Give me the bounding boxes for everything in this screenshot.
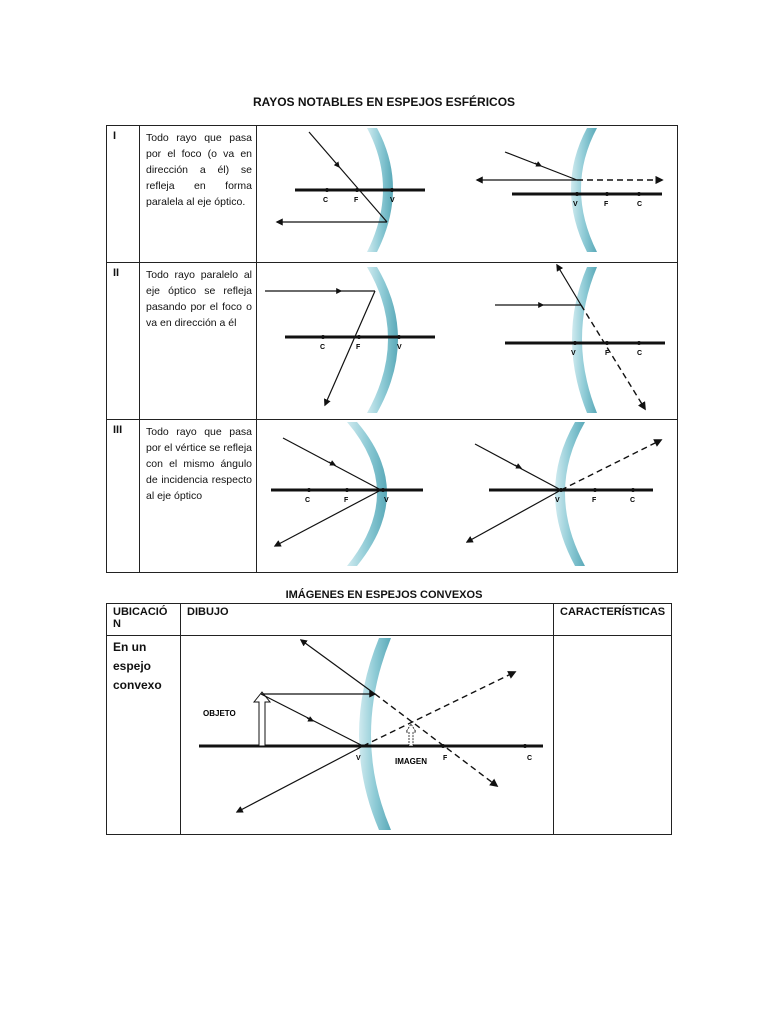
convex-image-diagram: [181, 636, 553, 834]
svg-text:V: V: [571, 350, 576, 357]
svg-text:F: F: [344, 497, 349, 504]
page-title: RAYOS NOTABLES EN ESPEJOS ESFÉRICOS: [252, 95, 516, 109]
svg-text:V: V: [384, 497, 389, 504]
ray-diagram-ii: [257, 263, 677, 419]
svg-text:C: C: [320, 344, 326, 351]
svg-text:F: F: [592, 497, 597, 504]
row-number: III: [107, 420, 140, 573]
ray-diagram-i: [257, 126, 677, 262]
object-arrow: [254, 692, 270, 746]
convex-mirror: [571, 128, 597, 252]
drawing-cell: [181, 636, 554, 835]
imagen-label: IMAGEN: [395, 757, 427, 766]
header-drawing: DIBUJO: [181, 604, 554, 636]
svg-text:F: F: [356, 344, 361, 351]
svg-text:C: C: [630, 497, 636, 504]
convex-table: [106, 603, 672, 835]
label-f: F: [354, 197, 359, 204]
objeto-label: OBJETO: [203, 709, 236, 718]
svg-text:C: C: [305, 497, 311, 504]
svg-text:C: C: [637, 350, 643, 357]
label-v: V: [390, 197, 395, 204]
row-description: Todo rayo paralelo al eje óptico se refleja pasando por el foco o va en dirección a él: [140, 263, 257, 420]
header-characteristics: CARACTERÍSTICAS: [554, 604, 672, 636]
svg-text:V: V: [573, 201, 578, 208]
svg-text:F: F: [604, 201, 609, 208]
image-arrow: [406, 724, 416, 746]
table-row: [107, 126, 678, 263]
table-row: [107, 420, 678, 573]
row-number: II: [107, 263, 140, 420]
row-figure: [257, 420, 678, 573]
table-row: [107, 636, 672, 835]
svg-text:V: V: [356, 755, 361, 762]
section-title: IMÁGENES EN ESPEJOS CONVEXOS: [285, 589, 483, 601]
table-header-row: [107, 604, 672, 636]
row-figure: [257, 263, 678, 420]
table-row: [107, 263, 678, 420]
location-cell: En un espejo convexo: [107, 636, 181, 835]
header-location: UBICACIÓ N: [107, 604, 181, 636]
row-figure: [257, 126, 678, 263]
svg-text:C: C: [527, 755, 533, 762]
row-number: I: [107, 126, 140, 263]
svg-text:V: V: [397, 344, 402, 351]
row-description: Todo rayo que pasa por el foco (o va en dirección a él) se refleja en forma paralela al eje óptico.: [140, 126, 257, 263]
ray-diagram-iii: [257, 420, 677, 572]
svg-text:V: V: [555, 497, 560, 504]
svg-text:F: F: [443, 755, 448, 762]
characteristics-cell: [554, 636, 672, 835]
row-description: Todo rayo que pasa por el vértice se refleja con el mismo ángulo de incidencia respecto al eje óptico: [140, 420, 257, 573]
svg-text:C: C: [637, 201, 643, 208]
rays-table: [106, 125, 678, 573]
label-c: C: [323, 197, 329, 204]
svg-text:F: F: [605, 350, 610, 357]
